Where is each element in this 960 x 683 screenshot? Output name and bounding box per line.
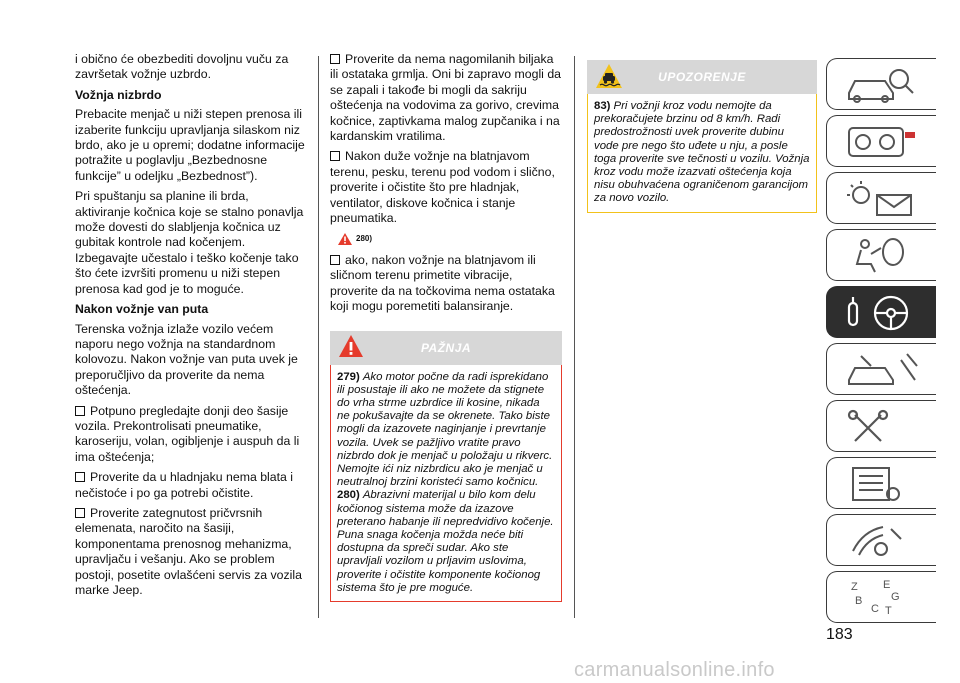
checklist-item: Proverite zategnutost pričvrsnih elemenata, naročito na šasiji, komponentama prenosnog mehanizma, upravljaču i vešanju. Ako se problem postoji, posetite ovlašćeni servis za vozila marke Jeep. (75, 506, 307, 598)
watermark-text: carmanualsonline.info (574, 659, 775, 681)
paragraph: i obično će obezbediti dovoljnu vuču za završetak vožnje uzbrdo. (75, 52, 289, 82)
car-crash-icon (841, 350, 925, 390)
tab-emergency[interactable] (826, 343, 936, 395)
index-letter: B (855, 595, 863, 607)
note-number: 280) (337, 489, 360, 502)
tab-multimedia[interactable] (826, 514, 936, 566)
dashboard-icon (841, 122, 925, 162)
checklist-item: Nakon duže vožnje na blatnjavom terenu, pesku, terenu pod vodom i slično, proverite i očistite što pre hladnjak, ventilator, diskove kočnica i stanje pneumatika. (330, 149, 562, 226)
index-letter: T (885, 605, 892, 617)
tab-servicing[interactable] (826, 400, 936, 452)
column-divider (318, 56, 319, 618)
tab-lights-mail[interactable] (826, 172, 936, 224)
column-right (587, 52, 817, 213)
chapter-tabs (826, 0, 960, 683)
caution-header (330, 331, 562, 365)
airbag-seat-icon (841, 236, 925, 276)
paragraph: Terenska vožnja izlaže vozilo većem naporu nego vožnja na standardnom kolovozu. Nakon vožnje van puta uvek je preporučljivo da proverite da nema oštećenja. (75, 321, 298, 398)
index-letters-icon (841, 578, 925, 618)
warning-note-83 (594, 100, 810, 206)
tools-icon (841, 407, 925, 447)
section-heading-downhill: Vožnja nizbrdo (75, 87, 162, 102)
index-letter: E (883, 579, 891, 591)
reference-number: 280) (356, 234, 373, 244)
note-number: 279) (337, 370, 360, 383)
index-letter: C (871, 603, 879, 615)
paragraph: Prebacite menjač u niži stepen prenosa ili izaberite funkciju upravljanja silaskom niz brdo, ako je u opremi; dodatne informacije potražite u poglavlju „Bezbednosne funkcije” u odeljku „Bezbednost”). (75, 107, 305, 183)
tab-dashboard[interactable] (826, 115, 936, 167)
section-heading-after-offroad: Nakon vožnje van puta (75, 302, 209, 317)
caution-note-280 (337, 489, 555, 595)
checklist-item: Proverite da u hladnjaku nema blata i nečistoće i po ga potrebi očistite. (75, 470, 307, 501)
checklist-item: Proverite da nema nagomilanih biljaka ili ostataka grmlja. Oni bi zapravo mogli da se zapali i takođe bi mogli da sakriju oštećenja na vodovima za gorivo, crevima kočnice, zaptivkama malog zupčanika i na kardanskim vratilima. (330, 52, 562, 144)
checklist-item: Potpuno pregledajte donji deo šasije vozila. Prekontrolisati pneumatike, karoseriju, volan, ogibljenje i auspuh da li ima oštećenja; (75, 404, 307, 466)
column-left (75, 52, 307, 603)
tab-car-info[interactable] (826, 58, 936, 110)
note-text: Pri vožnji kroz vodu nemojte da prekoračujete brzinu od 8 km/h. Radi predostrožnosti uvek proverite dubinu vode pre nego što uđete u nju, a posle toga proverite sve tečnosti u vozilu. Vožnja kroz vodu može izazvati oštećenja koja nisu obuhvaćena ograničenom garancijom za novo vozilo. (594, 100, 810, 205)
caution-reference (338, 231, 562, 246)
note-text: Ako motor počne da radi isprekidano ili posustaje ili ako ne možete da stignete do vrha strme uzbrdice ili kosine, nikada ne pokušavajte da se okrenete. Tako biste mogli da izazovete naginjanje i prevrtanje vozila. Uvek se pažljivo vratite pravo nizbrdo dok je menjač u položaju u rikverc. Nemojte ići niz nizbrdicu ako je menjač u neutralnoj brzini koristeći samo kočnicu. (337, 370, 553, 489)
tab-starting-driving[interactable] (826, 286, 936, 338)
car-info-icon (841, 65, 925, 105)
specs-list-icon (841, 464, 925, 504)
caution-triangle-icon (338, 233, 352, 245)
connectivity-icon (841, 521, 925, 561)
index-letter: G (891, 591, 900, 603)
warning-header (587, 60, 817, 94)
tab-index[interactable] (826, 571, 936, 623)
column-divider (574, 56, 575, 618)
caution-title: PAŽNJA (420, 340, 472, 355)
caution-box (330, 365, 562, 602)
page-number: 183 (826, 626, 853, 643)
paragraph: Pri spuštanju sa planine ili brda, aktiviranje kočnica koje se stalno ponavlja može dovesti do slabljenja kočnica uz gubitak kontrole nad kočenjem. Izbegavajte učestalo i teško kočenje tako što ćete izvršiti promenu u niži stepen prenosa kad god je to moguće. (75, 189, 304, 296)
column-middle (330, 52, 562, 602)
warning-title: UPOZORENJE (658, 70, 746, 84)
checklist-item: ako, nakon vožnje na blatnjavom ili sličnom terenu primetite vibracije, proverite da na točkovima nema ostataka koji mogu poremetiti balansiranje. (330, 253, 562, 315)
note-number: 83) (594, 100, 611, 112)
lights-mail-icon (841, 179, 925, 219)
warning-box (587, 94, 817, 213)
tab-technical-data[interactable] (826, 457, 936, 509)
index-letter: Z (851, 581, 858, 593)
tab-safety[interactable] (826, 229, 936, 281)
key-steering-wheel-icon (841, 293, 925, 333)
note-text: Abrazivni materijal u bilo kom delu kočionog sistema može da izazove preterano habanje ili nepredvidivo kočenje. Puna snaga kočenja možda neće biti dostupna da spreči sudar. Ako ste upravljali vozilom u prljavim uslovima, proverite i očistite komponente kočionog sistema što je pre moguće. (337, 489, 554, 594)
caution-note-279 (337, 371, 555, 490)
